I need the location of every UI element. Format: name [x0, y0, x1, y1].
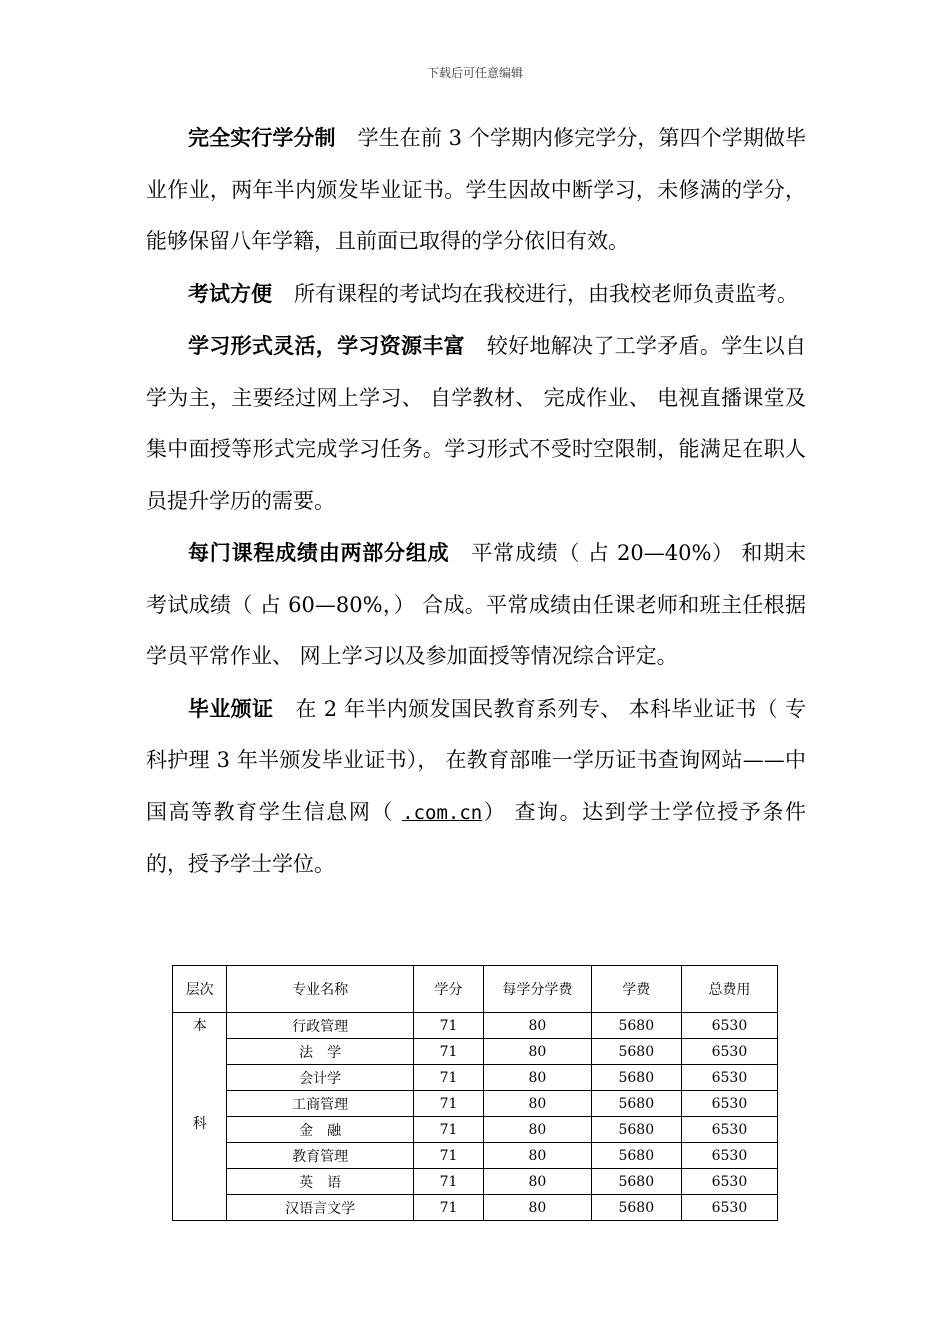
paragraph-exams	[146, 268, 806, 321]
header-tuition: 学费	[591, 966, 681, 1013]
major-cell: 会计学	[227, 1065, 414, 1091]
paragraph-heading: 每门课程成绩由两部分组成	[188, 540, 450, 565]
document-body	[146, 112, 806, 891]
total-cell: 6530	[681, 1195, 777, 1221]
total-cell: 6530	[681, 1117, 777, 1143]
major-cell: 法 学	[227, 1039, 414, 1065]
fee-per-credit-cell: 80	[484, 1091, 592, 1117]
website-link[interactable]: .com.cn	[402, 801, 483, 824]
paragraph-learning-format	[146, 320, 806, 527]
major-cell: 金 融	[227, 1117, 414, 1143]
fee-per-credit-cell: 80	[484, 1039, 592, 1065]
header-level: 层次	[173, 966, 227, 1013]
table-header-row	[173, 966, 778, 1013]
paragraph-heading: 考试方便	[188, 280, 272, 306]
credits-cell: 71	[413, 1091, 483, 1117]
fee-per-credit-cell: 80	[484, 1065, 592, 1091]
fee-per-credit-cell: 80	[484, 1143, 592, 1169]
fee-table	[172, 965, 778, 1221]
paragraph-grading	[146, 527, 806, 683]
fee-per-credit-cell: 80	[484, 1013, 592, 1039]
paragraph-text: 所有课程的考试均在我校进行，由我校老师负责监考。	[294, 281, 798, 306]
table-row	[173, 1039, 778, 1065]
fee-per-credit-cell: 80	[484, 1169, 592, 1195]
table-row	[173, 1091, 778, 1117]
table-row	[173, 1013, 778, 1039]
total-cell: 6530	[681, 1169, 777, 1195]
tuition-cell: 5680	[591, 1013, 681, 1039]
level-char: 本	[192, 1018, 207, 1034]
credits-cell: 71	[413, 1065, 483, 1091]
tuition-cell: 5680	[591, 1169, 681, 1195]
tuition-cell: 5680	[591, 1065, 681, 1091]
major-cell: 汉语言文学	[227, 1195, 414, 1221]
credits-cell: 71	[413, 1195, 483, 1221]
total-cell: 6530	[681, 1039, 777, 1065]
page-header: 下载后可任意编辑	[426, 66, 523, 80]
table-row	[173, 1143, 778, 1169]
table-row	[173, 1065, 778, 1091]
paragraph-text: 较好地解决了工学矛盾。学生以自学为主，主要经过网上学习、 自学教材、 完成作业、 电视直播课堂及集中面授等形式完成学习任务。学习形式不受时空限制，能满足在职人员提升学历的需要。	[146, 334, 807, 513]
paragraph-text: 学生在前 3 个学期内修完学分，第四个学期做毕业作业，两年半内颁发毕业证书。学生因故中断学习，未修满的学分，能够保留八年学籍，且前面已取得的学分依旧有效。	[146, 126, 806, 253]
header-major: 专业名称	[227, 966, 414, 1013]
tuition-cell: 5680	[591, 1117, 681, 1143]
tuition-cell: 5680	[591, 1143, 681, 1169]
table-row	[173, 1169, 778, 1195]
total-cell: 6530	[681, 1065, 777, 1091]
paragraph-credit-system	[146, 112, 806, 268]
credits-cell: 71	[413, 1039, 483, 1065]
major-cell: 行政管理	[227, 1013, 414, 1039]
table-row	[173, 1117, 778, 1143]
credits-cell: 71	[413, 1117, 483, 1143]
major-cell: 教育管理	[227, 1143, 414, 1169]
header-fee-per-credit: 每学分学费	[484, 966, 592, 1013]
credits-cell: 71	[413, 1143, 483, 1169]
credits-cell: 71	[413, 1169, 483, 1195]
paragraph-heading: 学习形式灵活，学习资源丰富	[188, 333, 465, 358]
major-cell: 工商管理	[227, 1091, 414, 1117]
header-credits: 学分	[413, 966, 483, 1013]
total-cell: 6530	[681, 1091, 777, 1117]
fee-per-credit-cell: 80	[484, 1117, 592, 1143]
paragraph-heading: 完全实行学分制	[188, 125, 336, 150]
paragraph-text: 在 2 年半内颁发国民教育系列专、 本科毕业证书（ 专科护理 3 年半颁发毕业证书）， 在教育部唯一学历证书查询网站——中国高等教育学生信息网（	[146, 696, 807, 824]
paragraph-heading: 毕业颁证	[188, 695, 274, 721]
fee-per-credit-cell: 80	[484, 1195, 592, 1221]
paragraph-graduation	[146, 683, 806, 891]
level-cell	[173, 1013, 227, 1221]
paragraph-text: 平常成绩（ 占 20—40%） 和期末考试成绩（ 占 60—80%，） 合成。平常成绩由任课老师和班主任根据学员平常作业、 网上学习以及参加面授等情况综合评定。	[146, 541, 806, 668]
level-char: 科	[192, 1116, 207, 1132]
table-row	[173, 1195, 778, 1221]
tuition-cell: 5680	[591, 1195, 681, 1221]
major-cell: 英 语	[227, 1169, 414, 1195]
credits-cell: 71	[413, 1013, 483, 1039]
tuition-cell: 5680	[591, 1091, 681, 1117]
paragraph-text: ） 查询。达到学士学位授予条件的，授予学士学位。	[146, 799, 806, 876]
total-cell: 6530	[681, 1013, 777, 1039]
header-total: 总费用	[681, 966, 777, 1013]
tuition-cell: 5680	[591, 1039, 681, 1065]
total-cell: 6530	[681, 1143, 777, 1169]
